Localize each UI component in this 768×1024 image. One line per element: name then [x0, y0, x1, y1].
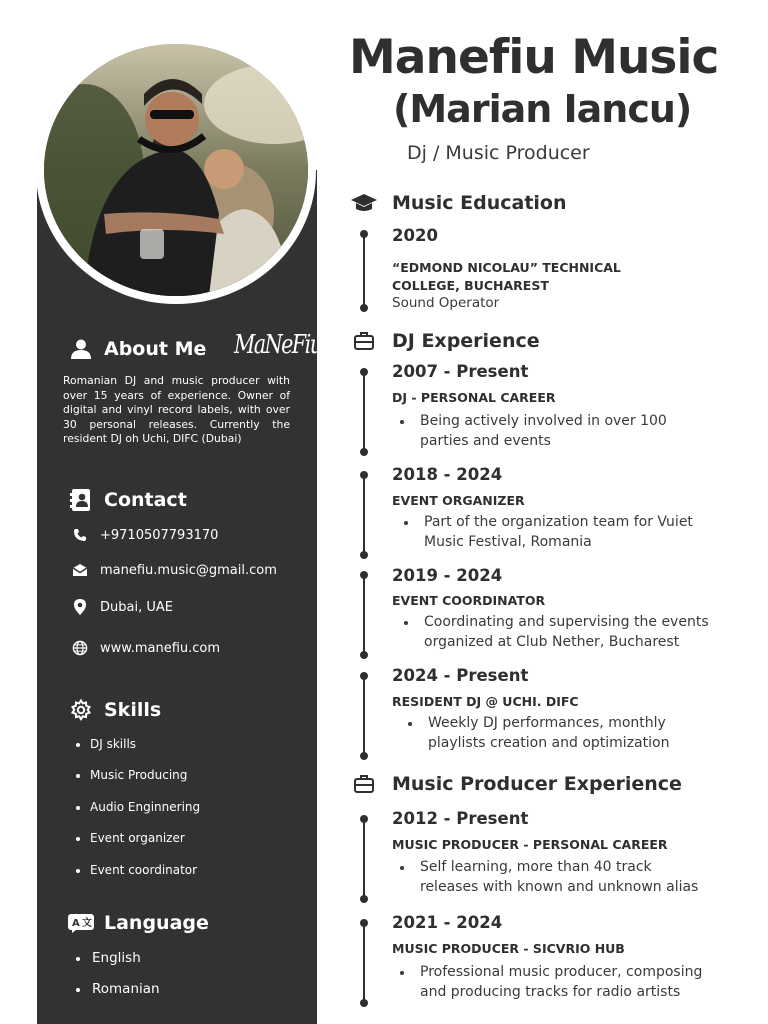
skill-item: Event coordinator	[76, 863, 200, 894]
timeline-dot	[360, 672, 368, 680]
timeline-dot	[360, 551, 368, 559]
skill-item: Event organizer	[76, 831, 200, 862]
svg-text:文: 文	[82, 918, 92, 929]
entry-period: 2018 - 2024	[392, 465, 503, 484]
mail-icon	[72, 562, 88, 578]
language-list	[76, 950, 160, 1011]
contact-heading-text: Contact	[104, 489, 187, 511]
entry-period: 2021 - 2024	[392, 913, 503, 932]
briefcase-icon	[350, 772, 378, 796]
producer-experience-heading-text: Music Producer Experience	[392, 773, 682, 795]
contact-website[interactable]	[72, 640, 220, 656]
about-heading	[68, 336, 206, 362]
timeline-dot	[360, 448, 368, 456]
translate-icon	[68, 910, 94, 936]
entry-period: 2020	[392, 226, 438, 245]
email-text: manefiu.music@gmail.com	[100, 562, 277, 578]
timeline-dot	[360, 651, 368, 659]
skill-item: Audio Enginnering	[76, 800, 200, 831]
phone-icon	[72, 527, 88, 543]
language-item: English	[76, 950, 160, 981]
timeline-dot	[360, 571, 368, 579]
entry-title: “EDMOND NICOLAU” TECHNICAL	[392, 260, 621, 275]
globe-icon	[72, 640, 88, 656]
contact-location	[72, 599, 173, 615]
education-heading-text: Music Education	[392, 192, 567, 214]
timeline-dot	[360, 471, 368, 479]
timeline-dot	[360, 815, 368, 823]
profile-photo	[44, 44, 308, 296]
dj-experience-heading	[350, 329, 540, 353]
skills-heading-text: Skills	[104, 699, 162, 721]
education-heading	[350, 191, 567, 215]
name-subtitle: (Marian Iancu)	[393, 87, 692, 131]
entry-title: MUSIC PRODUCER - SICVRIO HUB	[392, 941, 625, 956]
language-item: Romanian	[76, 981, 160, 1012]
about-text: Romanian DJ and music producer with over 15 years of experience. Owner of digital and vinyl record labels, with over 30 personal releases. Currently the resident DJ oh Uchi, DIFC (Dubai)	[63, 374, 290, 446]
timeline-line	[363, 372, 365, 452]
entry-period: 2019 - 2024	[392, 566, 503, 585]
entry-bullet: Weekly DJ performances, monthly playlists creation and optimization	[408, 714, 669, 753]
role-text: Dj / Music Producer	[407, 142, 590, 164]
timeline-dot	[360, 368, 368, 376]
entry-period: 2012 - Present	[392, 809, 529, 828]
timeline-dot	[360, 999, 368, 1007]
svg-text:A: A	[72, 918, 80, 929]
contact-heading	[68, 487, 187, 513]
timeline-dot	[360, 304, 368, 312]
timeline-dot	[360, 919, 368, 927]
skills-list	[76, 737, 200, 894]
timeline-line	[363, 234, 365, 309]
skill-item: DJ skills	[76, 737, 200, 768]
phone-text: +9710507793170	[100, 527, 219, 543]
entry-title: RESIDENT DJ @ UCHI. DIFC	[392, 694, 579, 709]
contact-email[interactable]	[72, 562, 277, 578]
language-heading	[68, 910, 209, 936]
timeline-line	[363, 475, 365, 555]
entry-title: MUSIC PRODUCER - PERSONAL CAREER	[392, 837, 668, 852]
contact-phone[interactable]	[72, 527, 218, 543]
entry-bullet: Part of the organization team for Vuiet Music Festival, Romania	[404, 513, 693, 552]
user-icon	[68, 336, 94, 362]
location-pin-icon	[72, 599, 88, 615]
skills-heading	[68, 697, 161, 723]
location-text: Dubai, UAE	[100, 599, 173, 615]
website-text: www.manefiu.com	[100, 640, 221, 656]
gear-icon	[68, 697, 94, 723]
dj-experience-heading-text: DJ Experience	[392, 330, 540, 352]
entry-title: DJ - PERSONAL CAREER	[392, 390, 556, 405]
brand-logo: MaNeFiu	[234, 330, 322, 360]
entry-bullet: Professional music producer, composing and producing tracks for radio artists	[400, 963, 702, 1002]
name-title: Manefiu Music	[349, 30, 719, 85]
skill-item: Music Producing	[76, 768, 200, 799]
about-heading-text: About Me	[104, 338, 207, 360]
timeline-line	[363, 575, 365, 655]
timeline-line	[363, 923, 365, 1003]
timeline-dot	[360, 752, 368, 760]
entry-title: COLLEGE, BUCHAREST	[392, 278, 549, 293]
entry-bullet: Self learning, more than 40 track releases with known and unknown alias	[400, 858, 698, 897]
entry-subtitle: Sound Operator	[392, 295, 500, 311]
graduation-cap-icon	[350, 191, 378, 215]
entry-title: EVENT ORGANIZER	[392, 493, 525, 508]
entry-bullet: Being actively involved in over 100 parties and events	[400, 412, 667, 451]
briefcase-icon	[350, 329, 378, 353]
language-heading-text: Language	[104, 912, 209, 934]
timeline-dot	[360, 895, 368, 903]
contact-card-icon	[68, 487, 94, 513]
entry-bullet: Coordinating and supervising the events organized at Club Nether, Bucharest	[404, 613, 709, 652]
timeline-line	[363, 819, 365, 899]
entry-period: 2007 - Present	[392, 362, 529, 381]
producer-experience-heading	[350, 772, 682, 796]
timeline-line	[363, 676, 365, 756]
entry-title: EVENT COORDINATOR	[392, 593, 546, 608]
timeline-dot	[360, 230, 368, 238]
entry-period: 2024 - Present	[392, 666, 529, 685]
